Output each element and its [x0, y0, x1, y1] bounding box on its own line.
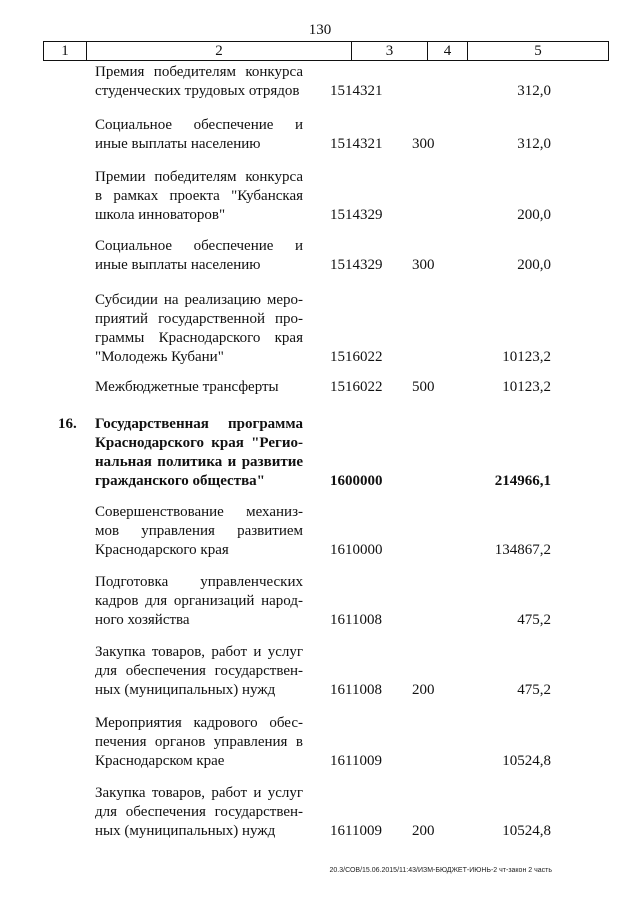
row-code: 1516022 — [330, 379, 383, 395]
row-name — [95, 714, 303, 771]
row-number: 16. — [58, 416, 77, 432]
row-name-line: Социальное обеспечение и — [95, 117, 303, 133]
row-name-line: студенческих трудовых отрядов — [95, 83, 300, 99]
row-name-line: граммы Краснодарского края — [95, 330, 303, 346]
row-name — [95, 573, 303, 630]
row-name — [95, 784, 303, 841]
row-code: 1610000 — [330, 542, 383, 558]
row-name-line: Государственная программа — [95, 416, 303, 432]
row-amount: 214966,1 — [494, 473, 551, 489]
row-amount: 10524,8 — [502, 823, 551, 839]
row-expense-type: 300 — [412, 136, 435, 152]
row-code: 1611008 — [330, 682, 382, 698]
row-name-line: школа инноваторов" — [95, 207, 226, 223]
row-name — [95, 378, 303, 397]
row-amount: 475,2 — [517, 682, 551, 698]
row-name-line: Мероприятия кадрового обес- — [95, 715, 303, 731]
row-name-line: в рамках проекта "Кубанская — [95, 188, 303, 204]
row-name-line: мов управления развитием — [95, 523, 303, 539]
row-name-line: Социальное обеспечение и — [95, 238, 303, 254]
row-name-line: для обеспечения государствен- — [95, 804, 303, 820]
row-expense-type: 300 — [412, 257, 435, 273]
row-code: 1514321 — [330, 136, 383, 152]
row-name-line: Краснодарского края "Регио- — [95, 435, 303, 451]
row-code: 1600000 — [330, 473, 383, 489]
row-code: 1514321 — [330, 83, 383, 99]
row-name-line: кадров для организаций народ- — [95, 593, 303, 609]
row-expense-type: 500 — [412, 379, 435, 395]
row-name — [95, 237, 303, 275]
row-name-line: печения органов управления в — [95, 734, 303, 750]
row-amount: 312,0 — [517, 136, 551, 152]
row-name-line: Краснодарском крае — [95, 753, 225, 769]
row-name-line: Субсидии на реализацию меро- — [95, 292, 303, 308]
row-amount: 475,2 — [517, 612, 551, 628]
row-name-line: ных (муниципальных) нужд — [95, 823, 276, 839]
row-code: 1611008 — [330, 612, 382, 628]
column-header-5: 5 — [468, 42, 609, 61]
row-name-line: Закупка товаров, работ и услуг — [95, 785, 303, 801]
row-name-line: для обеспечения государствен- — [95, 663, 303, 679]
row-name — [95, 63, 303, 101]
row-name-line: Краснодарского края — [95, 542, 229, 558]
row-amount: 10123,2 — [502, 349, 551, 365]
column-header-table — [43, 41, 609, 61]
row-code: 1514329 — [330, 257, 383, 273]
footer-document-id: 20.3/СОВ/15.06.2015/11:43/ИЗМ-БЮДЖЕТ-ИЮНЬ-2 чт-закон 2 часть — [329, 867, 552, 874]
row-code: 1516022 — [330, 349, 383, 365]
row-name-line: Премии победителям конкурса — [95, 169, 303, 185]
row-amount: 10123,2 — [502, 379, 551, 395]
row-code: 1611009 — [330, 823, 382, 839]
row-name-line: гражданского общества" — [95, 473, 266, 489]
row-expense-type: 200 — [412, 682, 435, 698]
row-name-line: Совершенствование механиз- — [95, 504, 303, 520]
row-name-line: иные выплаты населению — [95, 257, 261, 273]
row-name — [95, 415, 303, 491]
column-header-1: 1 — [44, 42, 87, 61]
row-code: 1611009 — [330, 753, 382, 769]
column-header-2: 2 — [87, 42, 352, 61]
row-name-line: нальная политика и развитие — [95, 454, 303, 470]
row-amount: 312,0 — [517, 83, 551, 99]
row-name-line: Подготовка управленческих — [95, 574, 303, 590]
row-name-line: ных (муниципальных) нужд — [95, 682, 276, 698]
page-number: 130 — [308, 22, 332, 38]
row-amount: 200,0 — [517, 257, 551, 273]
row-name-line: иные выплаты населению — [95, 136, 261, 152]
row-name — [95, 168, 303, 225]
row-amount: 200,0 — [517, 207, 551, 223]
row-amount: 10524,8 — [502, 753, 551, 769]
row-code: 1514329 — [330, 207, 383, 223]
column-header-3: 3 — [352, 42, 428, 61]
row-name-line: Межбюджетные трансферты — [95, 379, 279, 395]
row-name-line: Закупка товаров, работ и услуг — [95, 644, 303, 660]
row-name-line: "Молодежь Кубани" — [95, 349, 224, 365]
row-name — [95, 291, 303, 367]
column-header-4: 4 — [428, 42, 468, 61]
row-amount: 134867,2 — [494, 542, 551, 558]
row-expense-type: 200 — [412, 823, 435, 839]
row-name — [95, 116, 303, 154]
row-name — [95, 643, 303, 700]
row-name-line: ного хозяйства — [95, 612, 190, 628]
row-name-line: Премия победителям конкурса — [95, 64, 303, 80]
row-name — [95, 503, 303, 560]
row-name-line: приятий государственной про- — [95, 311, 303, 327]
